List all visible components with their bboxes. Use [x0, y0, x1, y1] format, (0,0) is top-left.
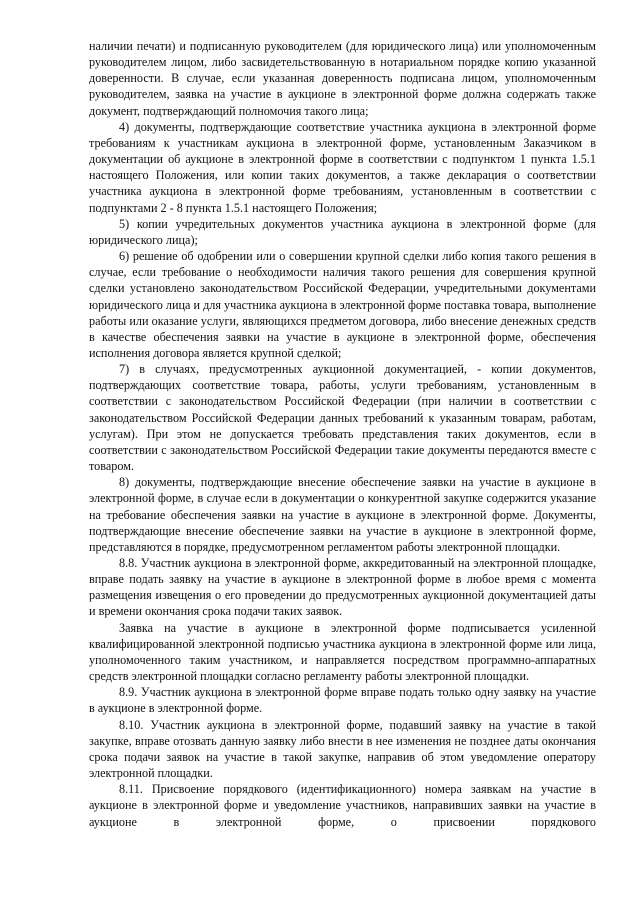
paragraph-8-9: 8.9. Участник аукциона в электронной форме вправе подать только одну заявку на участие в аукционе в электронной форме.: [89, 685, 596, 716]
document-text-body: [89, 38, 596, 830]
paragraph-application-signing: Заявка на участие в аукционе в электронной форме подписывается усиленной квалифицированной электронной подписью участника аукциона в электронной форме или лица, уполномоченного таким участником, и направляется посредством программно-аппаратных средств электронной площадки согласно регламенту работы электронной площадки.: [89, 620, 596, 684]
paragraph-item-6: 6) решение об одобрении или о совершении крупной сделки либо копия такого решения в случае, если требование о необходимости наличия такого решения для совершения крупной сделки установлено законодательством Российской Федерации, учредительными документами юридического лица и для участника аукциона в электронной форме поставка товара, выполнение работы или оказание услуги, являющихся предметом договора, либо внесение денежных средств в качестве обеспечения заявки на участие в аукционе в электронной форме, обеспечения исполнения договора является крупной сделкой;: [89, 249, 596, 360]
paragraph-8-8: 8.8. Участник аукциона в электронной форме, аккредитованный на электронной площадке, вправе подать заявку на участие в аукционе в электронной форме в любое время с момента размещения извещения о его проведении до предусмотренных аукционной документацией даты и времени окончания срока подачи таких заявок.: [89, 556, 596, 619]
paragraph-continuation: наличии печати) и подписанную руководителем (для юридического лица) или уполномоченным руководителем лицом, либо засвидетельствованную в нотариальном порядке копию указанной доверенности. В случае, если указанная доверенность подписана лицом, уполномоченным руководителем, заявка на участие в аукционе в электронной форме должна содержать также документ, подтверждающий полномочия такого лица;: [89, 39, 596, 118]
paragraph-8-11: 8.11. Присвоение порядкового (идентификационного) номера заявкам на участие в аукционе в электронной форме и уведомление участников, направивших заявки на участие в аукционе в электронной форме, о присвоении порядкового: [89, 782, 596, 829]
paragraph-item-5: 5) копии учредительных документов участника аукциона в электронной форме (для юридического лица);: [89, 216, 596, 247]
paragraph-item-7: 7) в случаях, предусмотренных аукционной документацией, - копии документов, подтверждающих соответствие товара, работы, услуги требованиям, установленным в соответствии с законодательством Российской Федерации (при наличии в соответствии с законодательством Российской Федерации данных требований к указанным товарам, работам, услугам). При этом не допускается требовать представления таких документов, если в соответствии с законодательством Российской Федерации такие документы передаются вместе с товаром.: [89, 362, 596, 474]
paragraph-item-4: 4) документы, подтверждающие соответствие участника аукциона в электронной форме требованиям к участникам аукциона в электронной форме, установленным Заказчиком в документации об аукционе в электронной форме в соответствии с подпунктом 1 пункта 1.5.1 настоящего Положения, или копии таких документов, а также декларация о соответствии участника аукциона в электронной форме требованиям, установленным в соответствии с подпунктами 2 - 8 пункта 1.5.1 настоящего Положения;: [89, 119, 596, 215]
paragraph-item-8: 8) документы, подтверждающие внесение обеспечение заявки на участие в аукционе в электронной форме, в случае если в документации о конкурентной закупке содержится указание на требование обеспечения заявки на участие в аукционе в электронной форме. Документы, подтверждающие внесение обеспечение заявки на участие в аукционе в электронной форме, представляются в порядке, предусмотренном регламентом работы электронной площадки.: [89, 475, 596, 554]
paragraph-8-10: 8.10. Участник аукциона в электронной форме, подавший заявку на участие в такой закупке, вправе отозвать данную заявку либо внести в нее изменения не позднее даты окончания срока подачи заявок на участие в такой закупке, направив об этом уведомление оператору электронной площадки.: [89, 717, 596, 781]
